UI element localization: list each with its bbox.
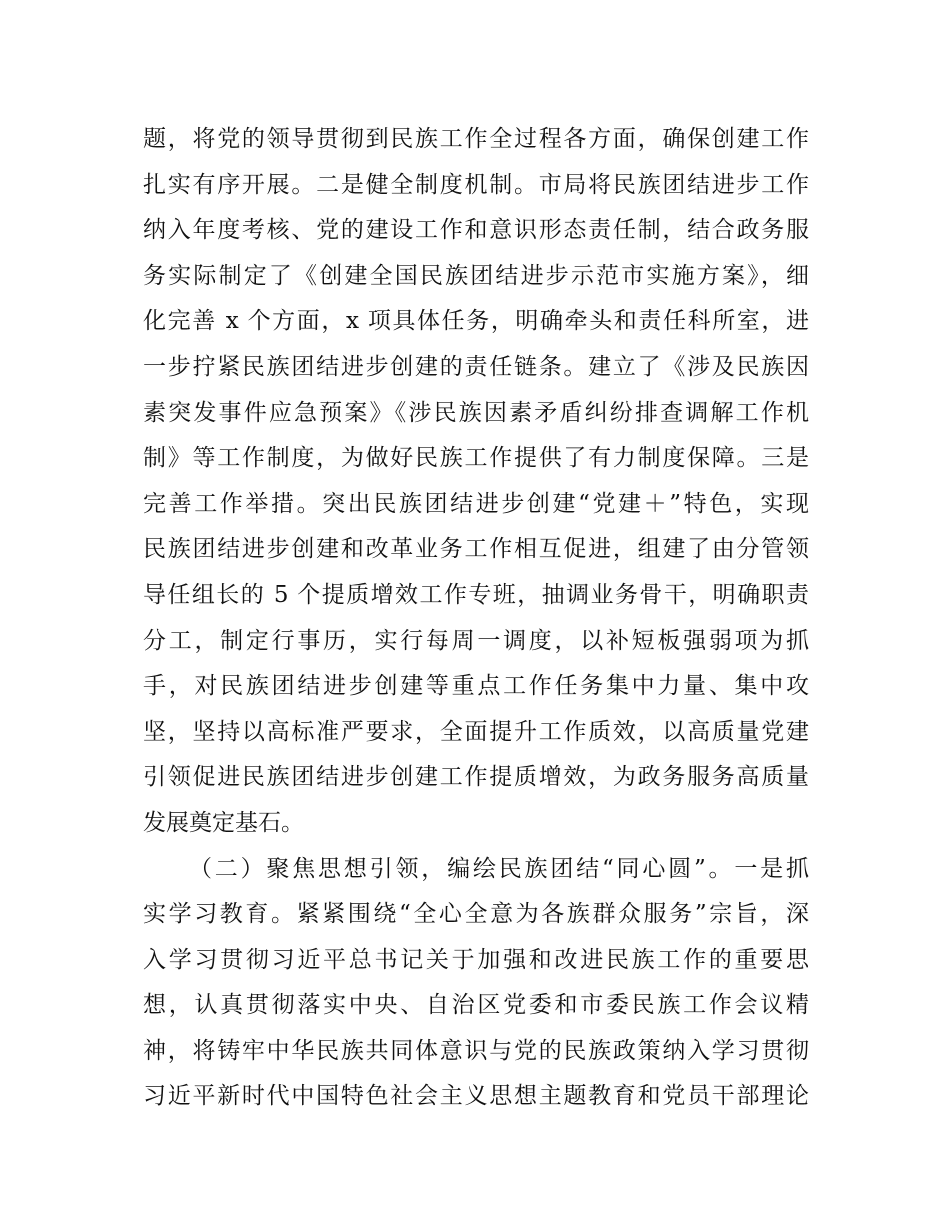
text-line: 引领促进民族团结进步创建工作提质增效，为政务服务高质量 bbox=[143, 764, 809, 791]
text-line: 神，将铸牢中华民族共同体意识与党的民族政策纳入学习贯彻 bbox=[143, 1037, 809, 1064]
text-line: 一步拧紧民族团结进步创建的责任链条。建立了《涉及民族因 bbox=[143, 353, 809, 380]
text-line: 纳入年度考核、党的建设工作和意识形态责任制，结合政务服 bbox=[143, 217, 809, 244]
text-line: 想，认真贯彻落实中央、自治区党委和市委民族工作会议精 bbox=[143, 992, 809, 1019]
text-line: 习近平新时代中国特色社会主义思想主题教育和党员干部理论 bbox=[143, 1083, 809, 1110]
text-line: 实学习教育。紧紧围绕“全心全意为各族群众服务”宗旨，深 bbox=[143, 901, 809, 928]
text-line: 扎实有序开展。二是健全制度机制。市局将民族团结进步工作 bbox=[143, 171, 809, 198]
body-text bbox=[143, 117, 809, 1120]
text-line: 发展奠定基石。 bbox=[143, 809, 304, 836]
text-line: 坚，坚持以高标准严要求，全面提升工作质效，以高质量党建 bbox=[143, 718, 809, 745]
text-line: 分工，制定行事历，实行每周一调度，以补短板强弱项为抓 bbox=[143, 627, 809, 654]
section-heading-line: （二）聚焦思想引领，编绘民族团结“同心圆”。一是抓 bbox=[189, 855, 809, 882]
text-line: 题，将党的领导贯彻到民族工作全过程各方面，确保创建工作 bbox=[143, 126, 809, 152]
text-line: 入学习贯彻习近平总书记关于加强和改进民族工作的重要思 bbox=[143, 946, 809, 973]
text-line: 完善工作举措。突出民族团结进步创建“党建＋”特色，实现 bbox=[143, 490, 809, 517]
text-line: 务实际制定了《创建全国民族团结进步示范市实施方案》，细 bbox=[143, 262, 809, 289]
text-line: 制》等工作制度，为做好民族工作提供了有力制度保障。三是 bbox=[143, 445, 809, 472]
text-line: 手，对民族团结进步创建等重点工作任务集中力量、集中攻 bbox=[143, 673, 809, 700]
text-line: 导任组长的 5 个提质增效工作专班，抽调业务骨干，明确职责 bbox=[143, 581, 809, 608]
text-line: 民族团结进步创建和改革业务工作相互促进，组建了由分管领 bbox=[143, 536, 809, 563]
text-line: 化完善 x 个方面，x 项具体任务，明确牵头和责任科所室，进 bbox=[143, 308, 809, 335]
text-line: 素突发事件应急预案》《涉民族因素矛盾纠纷排查调解工作机 bbox=[143, 399, 809, 426]
